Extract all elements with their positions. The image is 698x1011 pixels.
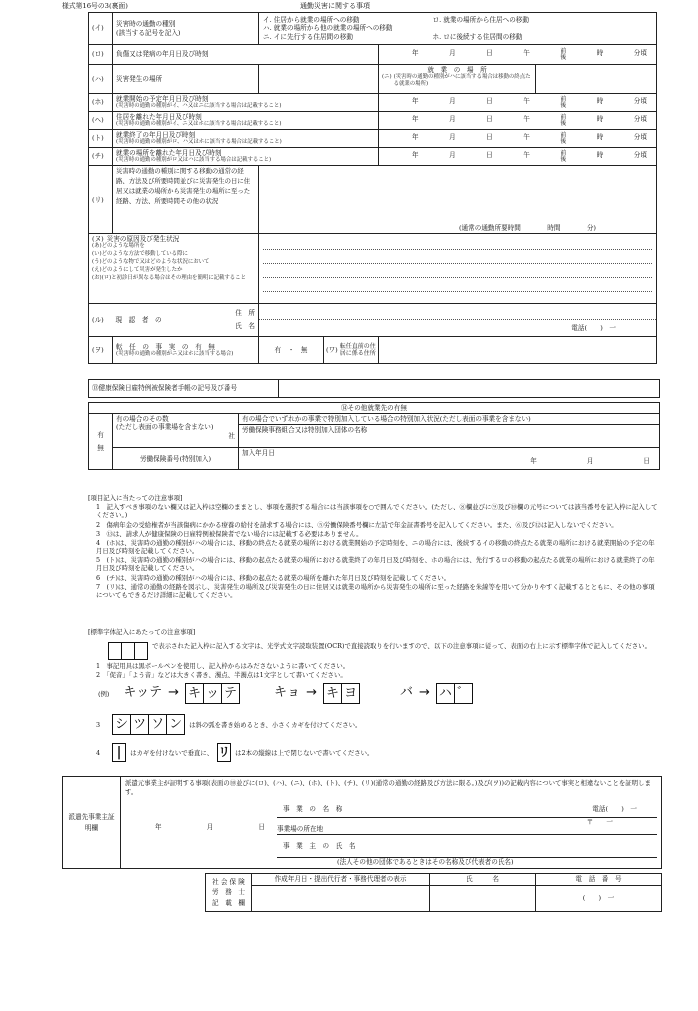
cert-statement: 派遣元事業主が証明する事項(表面の⑩並びに(ロ)、(ハ)、(ニ)、(ホ)、(ト)、(チ)、(リ)(通常の通勤の経路及び方法に限る。)及び(ヲ))の記載内容について事実と相違ないことを証明します。 (125, 779, 651, 796)
example-2-from: キョ (274, 685, 301, 701)
sharoushi-side-2: 労 務 士 (212, 888, 245, 897)
sharoushi-phone-field[interactable]: ( ) 一 (536, 886, 662, 912)
sharoushi-display-field[interactable] (252, 886, 430, 912)
month-unit: 月 (449, 133, 456, 142)
label-wo: (ヲ) (89, 337, 113, 364)
owner-name-label: 事 業 主 の 氏 名 (277, 835, 657, 858)
year-unit: 年 (412, 151, 419, 160)
std-item-1: 1 事記用具は黒ボールペンを使用し、記入枠からはみださないように書いてください。 (96, 662, 350, 670)
year-unit: 年 (412, 49, 419, 58)
witness-name-label: 氏 名 (235, 322, 255, 330)
std-item-4-no: 4 (96, 748, 101, 757)
cert-postal: 〒 一 (586, 817, 613, 826)
ampm-unit: 午 (523, 115, 530, 124)
std-item-4 (88, 743, 660, 762)
example-label: (例) (98, 689, 110, 698)
year-unit: 年 (412, 97, 419, 106)
minute-unit: 分頃 (633, 151, 647, 160)
example-3-from: バ (399, 685, 413, 701)
work-end-label: 就業終了の年月日及び時刻 (116, 131, 196, 139)
count-label: 有の場合のその数 (116, 415, 169, 424)
day-unit: 日 (486, 151, 493, 160)
dispatch-cert-section (62, 776, 662, 869)
label-ni: (ニ) (382, 74, 392, 81)
am-label: 前 (560, 150, 567, 158)
left-work-field[interactable] (379, 148, 657, 166)
note-2: 2 傷病年金の受給権者が当該傷病にかかる療養の給付を請求する場合には、⑤労働保険番号欄に左詰で年金証書番号を記入してください。また、⑥及び⑫は記入しないでください。 (96, 520, 618, 529)
no-option[interactable]: 無 (97, 443, 104, 452)
month-unit: 月 (449, 97, 456, 106)
join-date-field[interactable] (239, 448, 660, 470)
cause-label: 災害の原因及び発生状況 (106, 235, 180, 243)
company-unit: 社 (228, 431, 235, 440)
injury-datetime-field[interactable] (379, 45, 657, 65)
char-box: ツ (131, 714, 149, 735)
yes-option[interactable]: 有 (97, 430, 104, 439)
char-box: ン (167, 714, 185, 735)
special-join-label: 有の場合でいずれかの事業で特別加入している場合の特別加入状況(ただし表面の事業を含まない) (239, 414, 659, 425)
std-item-3-no: 3 (96, 720, 101, 729)
work-start-note: (災害時の通勤の種別がイ、ハ又はニに該当する場合は記載すること) (116, 103, 282, 110)
example-2-box: キ (323, 683, 342, 704)
char-box: リ (217, 743, 231, 762)
example-1-box: テ (222, 683, 240, 704)
example-1-box: キ (185, 683, 204, 704)
insurance-section (88, 379, 660, 470)
example-3-box: ハ (436, 683, 455, 704)
work-end-field[interactable] (379, 130, 657, 148)
page-title: 通勤災害に関する事項 (300, 2, 370, 10)
std-font-section (88, 628, 660, 762)
ampm-unit: 午 (523, 133, 530, 142)
transfer-label: 転 任 の 事 実 の 有 無 (116, 342, 215, 351)
examples-row (88, 683, 660, 704)
insurance-number-label: 労働保険番号(特別加入) (139, 455, 212, 464)
std-heading: [標準字体記入にあたっての注意事項] (88, 628, 196, 636)
day-unit: 日 (643, 457, 650, 466)
example-3-box: ゛ (455, 683, 473, 704)
char-box: | (112, 743, 126, 762)
sharoushi-col-3: 電 話 番 号 (536, 874, 662, 886)
commute-section (88, 12, 656, 364)
month-unit: 月 (586, 457, 594, 466)
hour-unit: 時 (596, 151, 604, 160)
label-to: (ト) (89, 130, 113, 148)
std-item-3-text: は斜の弧を書き始めるとき、小さくカギを付けてください。 (189, 720, 362, 729)
arrow-icon: → (418, 685, 430, 701)
label-chi: (チ) (89, 148, 113, 166)
std-item-4-text: は2本の縦線は上で閉じないで書いてください。 (235, 748, 374, 757)
am-label: 前 (560, 96, 567, 104)
am-label: 前 (560, 132, 567, 140)
option-ha[interactable]: ハ. 就業の場所から他の就業の場所への移動 (263, 24, 393, 33)
std-item-3 (88, 714, 660, 735)
minute-unit: 分頃 (633, 115, 647, 124)
workplace-note: (災害時の通勤の種別がハに該当する場合は移動の終点たる就業の場所) (393, 74, 531, 87)
hour-unit: 時 (596, 115, 604, 124)
note-3: 3 ⑬は、請求人が健康保険の日雇特例被保険者でない場合には記載する必要はありません。 (96, 529, 363, 538)
day-unit: 日 (258, 822, 265, 831)
am-label: 前 (560, 48, 567, 56)
work-start-field[interactable] (379, 94, 657, 112)
cert-phone: 電話( ) 一 (592, 804, 637, 813)
pm-label: 後 (560, 101, 567, 109)
transfer-yes-no[interactable]: 有 ・ 無 (274, 345, 308, 354)
std-intro: で表示された記入枠に記入する文字は、光学式文字読取装置(OCR)で直接読取りを行いますので、以下の注意事項に従って、表面の右上に示す標準字体で記入してください。 (152, 642, 651, 650)
pm-label: 後 (560, 155, 567, 163)
note-1: 1 記入すべき事項のない欄又は記入枠は空欄のままとし、事項を選択する場合には当該事項を○で囲んでください。(ただし、⑧欄並びに⑨及び⑩欄の元号については該当番号を記入枠に記入してください。) (96, 503, 658, 520)
other-employer-title: ⑭その他就業先の有無 (89, 403, 660, 414)
minute-unit: 分頃 (633, 133, 647, 142)
workplace-field[interactable] (379, 65, 657, 94)
label-ho: (ホ) (89, 94, 113, 112)
hour-unit: 時 (596, 133, 604, 142)
form-number: 様式第16号の3(裏面) (62, 2, 128, 10)
note-6: 6 (チ)は、災害時の通勤の種別がハの場合には、移動の起点たる就業の場所を離れた年月日及び時刻を記載してください。 (96, 573, 451, 582)
owner-name-note: (法人その他の団体であるときはその名称及び代表者の氏名) (337, 857, 514, 866)
cause-note-a: (あ)どのような場所を (92, 243, 145, 250)
left-home-field[interactable] (379, 112, 657, 130)
day-unit: 日 (486, 133, 493, 142)
join-date-label: 加入年月日 (242, 449, 275, 458)
witness-phone: 電話( ) 一 (571, 324, 616, 332)
hour-unit: 時 (596, 97, 604, 106)
minute-unit: 分頃 (633, 49, 647, 58)
sharoushi-section (205, 873, 662, 912)
arrow-icon: → (306, 685, 317, 701)
notes-section (88, 494, 660, 600)
hour-unit: 時 (596, 49, 604, 58)
sharoushi-col-1: 作成年月日・提出代行者・事務代理者の表示 (252, 874, 430, 886)
label-ro: (ロ) (89, 45, 113, 65)
day-unit: 日 (486, 49, 493, 58)
sample-boxes (108, 642, 148, 660)
union-name-label: 労働保険事務組合又は特別加入団体の名称 (242, 426, 368, 435)
biz-name-label: 事 業 の 名 称 (283, 804, 343, 813)
label-he: (ヘ) (89, 112, 113, 130)
month-unit: 月 (449, 49, 456, 58)
cert-side-title: 派遣先事業主証明欄 (63, 777, 121, 869)
year-unit: 年 (412, 115, 419, 124)
label-i: (イ) (89, 13, 113, 45)
option-i[interactable]: イ. 住居から就業の場所への移動 (263, 16, 360, 25)
note-4: 4 (ホ)は、災害時の通勤の種別がハの場合には、移動の終点たる就業の場所における就業開始の予定時刻を、ニの場合には、後続するイの移動の終点たる就業の場所における就業開始の予定の年月日及び時刻を記載してください。 (96, 539, 655, 556)
sharoushi-name-field[interactable] (430, 886, 536, 912)
day-unit: 日 (486, 97, 493, 106)
day-labor-insurance-label: ⑬健康保険日雇特例被保険者手帳の記号及び番号 (89, 380, 279, 398)
work-end-note: (災害時の通勤の種別がロ、ハ又はホに該当する場合は記載すること) (116, 139, 282, 146)
left-work-note: (災害時の通勤の種別がロ又はハに該当する場合は記載すること) (116, 157, 272, 164)
label-ru: (ル) (89, 304, 113, 337)
ampm-unit: 午 (523, 151, 530, 160)
example-1-from: キッテ (123, 685, 163, 701)
label-ha: (ハ) (89, 65, 113, 94)
note-5: 5 (ト)は、災害時の通勤の種別がハの場合には、移動の起点たる就業の場所における就業終了の年月日及び時刻を、ホの場合には、先行するロの移動の起点たる就業の場所における就業終了の年月日及び時刻を記載してください。 (96, 556, 655, 573)
route-label: 災害時の通勤の種別に関する移動の通常の経路、方法及び所要時間並びに災害発生の日に住居又は就業の場所から災害発生の場所に至った経路、方法、所要時間その他の状況 (113, 166, 259, 234)
witness-address-label: 住 所 (235, 308, 255, 317)
char-box: シ (112, 714, 131, 735)
prev-address-field[interactable] (379, 337, 657, 364)
injury-datetime-label: 負傷又は発病の年月日及び時刻 (113, 45, 379, 65)
month-unit: 月 (449, 151, 456, 160)
label-nu: (ヌ) (92, 235, 104, 243)
std-item-2: 2 「促音」「よう音」などは大きく書き、濁点、半濁点は1文字として書いてください。 (96, 671, 347, 679)
route-field[interactable] (259, 166, 657, 234)
am-label: 前 (560, 114, 567, 122)
workplace-title: 就 業 の 場 所 (427, 66, 487, 74)
year-unit: 年 (530, 457, 537, 466)
pm-label: 後 (560, 119, 567, 127)
accident-place-field[interactable] (259, 65, 379, 94)
cause-note-o: (お)(ロ)と初診日が異なる場合はその理由を簡明に記載すること (92, 274, 246, 281)
month-unit: 月 (449, 115, 456, 124)
commute-type-text: 災害時の通勤の種別 (該当する記号を記入) (116, 20, 181, 37)
note-7: 7 (リ)は、通常の通勤の経路を図示し、災害発生の場所及び災害発生の日に住居又は就業の場所から災害発生の場所に至った経路を朱線等を用いて分かりやすく記載するとともに、その他の事項についてもできるだけ詳細に記載してください。 (96, 583, 655, 600)
option-ni[interactable]: ニ. イに先行する住居間の移動 (263, 32, 353, 41)
pm-label: 後 (560, 137, 567, 145)
witness-field[interactable] (259, 304, 657, 337)
option-ho[interactable]: ホ. ロに後続する住居間の移動 (432, 32, 523, 41)
day-unit: 日 (486, 115, 493, 124)
commute-type-label (113, 13, 259, 45)
left-home-label: 住居を離れた年月日及び時刻 (116, 113, 202, 121)
cause-note-u: (う)どのような物で又はどのような状況において (92, 258, 210, 265)
day-labor-insurance-field[interactable] (279, 380, 660, 398)
pm-label: 後 (560, 53, 567, 61)
year-unit: 年 (155, 822, 162, 831)
cause-note-i: (い)どのような方法で移動している際に (92, 251, 188, 258)
minute-unit: 分頃 (633, 97, 647, 106)
ampm-unit: 午 (523, 97, 530, 106)
work-start-label: 就業開始の予定年月日及び時刻 (116, 95, 209, 103)
month-unit: 月 (206, 822, 214, 831)
option-ro[interactable]: ロ. 就業の場所から住居への移動 (432, 16, 529, 25)
commute-type-options[interactable] (259, 13, 657, 45)
biz-address-label: 事業場の所在地 (277, 824, 324, 833)
arrow-icon: → (168, 685, 180, 701)
left-work-label: 就業の場所を離れた年月日及び時刻 (116, 149, 222, 157)
label-wa: (ワ) (326, 345, 338, 354)
count-note: (ただし表面の事業場を含まない) (116, 423, 214, 432)
cause-field[interactable] (259, 234, 657, 304)
label-ri: (リ) (89, 166, 113, 234)
std-item-4-mid: はカギを付けないで垂直に、 (130, 748, 214, 757)
cert-date[interactable] (125, 805, 269, 866)
year-unit: 年 (412, 133, 419, 142)
accident-place-label: 災害発生の場所 (113, 65, 259, 94)
usual-commute-time: (通常の通勤所要時間 時間 分) (458, 223, 596, 232)
sharoushi-side-1: 社 会 保 険 (212, 877, 245, 886)
cause-note-e: (え)どのようにして災害が発生したか (92, 266, 183, 273)
sharoushi-side-3: 記 載 欄 (212, 898, 245, 907)
prev-address-label: 転任直前の住居に係る住所 (339, 342, 376, 357)
ampm-unit: 午 (523, 49, 530, 58)
char-box: ソ (149, 714, 167, 735)
sharoushi-col-2: 氏 名 (430, 874, 536, 886)
notes-heading: [項目記入に当たっての注意事項] (88, 494, 183, 502)
example-2-box: ヨ (342, 683, 360, 704)
left-home-note: (災害時の通勤の種別がイ、ニ又はホに該当する場合は記載すること) (116, 121, 282, 128)
example-1-box: ッ (204, 683, 222, 704)
witness-label: 現 認 者 の (115, 315, 162, 324)
transfer-note: (災害時の通勤の種別がニ又はホに該当する場合) (116, 350, 234, 357)
